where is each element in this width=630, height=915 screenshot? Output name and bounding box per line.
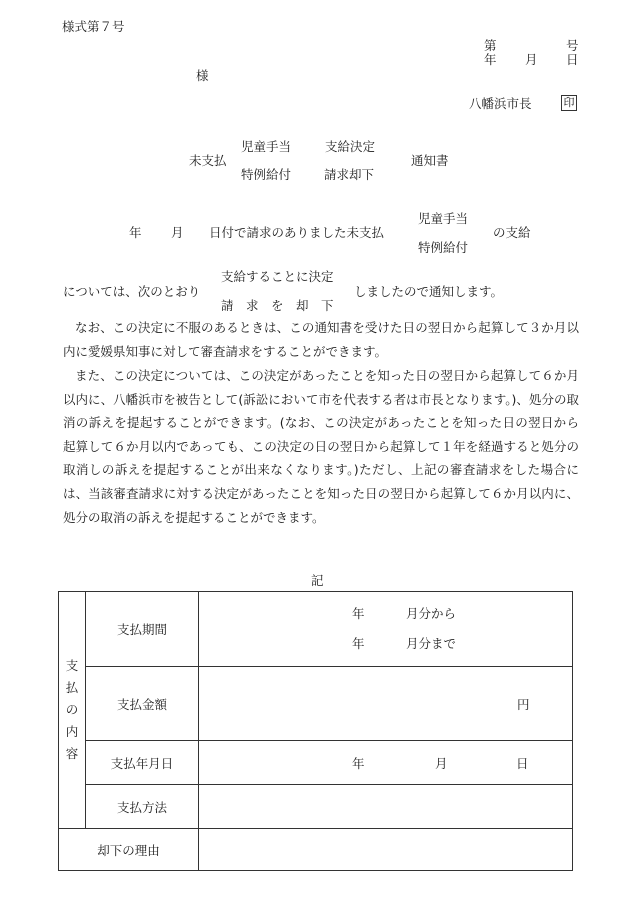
line1-tsuki: 月 xyxy=(171,225,184,240)
payment-method-label: 支払方法 xyxy=(86,785,199,829)
date-tsuki: 月 xyxy=(525,52,538,67)
period-value: 年 月分から 年 月分まで xyxy=(199,592,573,667)
ki-heading: 記 xyxy=(311,573,324,588)
line1-upper: 児童手当 xyxy=(418,211,469,226)
line1-nen: 年 xyxy=(129,225,142,240)
line2-suffix: しましたので通知します。 xyxy=(354,284,504,299)
payment-method-value xyxy=(199,785,573,829)
rejection-reason-value xyxy=(199,829,573,871)
form-number: 様式第７号 xyxy=(62,19,125,34)
seal-mark: 印 xyxy=(561,94,577,111)
line1-lower: 特例給付 xyxy=(418,240,469,255)
title-suffix: 通知書 xyxy=(411,153,449,168)
payment-details-table xyxy=(58,591,573,871)
amount-label: 支払金額 xyxy=(86,667,199,741)
payment-content-group-label: 支 払 の 内 容 xyxy=(59,592,86,829)
rejection-reason-label: 却下の理由 xyxy=(59,829,199,871)
addressee-sama: 様 xyxy=(196,68,209,83)
payment-date-label: 支払年月日 xyxy=(86,741,199,785)
title-prefix: 未支払 xyxy=(189,153,227,168)
line2-lower: 請 求 を 却 下 xyxy=(221,298,334,313)
issuer-name: 八幡浜市長 xyxy=(469,96,532,111)
number-dai: 第 xyxy=(484,38,497,53)
line2-upper: 支給することに決定 xyxy=(221,269,334,284)
title-lower-left: 特例給付 xyxy=(241,167,292,182)
period-label: 支払期間 xyxy=(86,592,199,667)
title-upper-right: 支給決定 xyxy=(325,139,376,154)
date-nen: 年 xyxy=(484,52,497,67)
line2-prefix: については、次のとおり xyxy=(63,284,201,299)
title-upper-left: 児童手当 xyxy=(241,139,292,154)
number-gou: 号 xyxy=(566,38,579,53)
line1-suffix: の支給 xyxy=(493,225,531,240)
lawsuit-paragraph: また、この決定については、この決定があったことを知った日の翌日から起算して６か月以内に、八幡浜市を被告として(訴訟において市を代表する者は市長となります。)、処分の取消の訴えを提起することができます。(なお、この決定があったことを知った日の翌日から起算して６か月以内であっても、この決定の日の翌日から起算して１年を経過すると処分の取消しの訴えを提起することが出来なくなります。)ただし、上記の審査請求をした場合には、当該審査請求に対する決定があったことを知った日の翌日から起算して６か月以内に、処分の取消の訴えを提起することができます。 xyxy=(63,368,579,525)
line1-text: 日付で請求のありました未支払 xyxy=(209,225,385,240)
amount-value: 円 xyxy=(199,667,573,741)
payment-date-value: 年 月 日 xyxy=(199,741,573,785)
date-hi: 日 xyxy=(566,52,579,67)
title-lower-right: 請求却下 xyxy=(324,167,375,182)
appeal-paragraph: なお、この決定に不服のあるときは、この通知書を受けた日の翌日から起算して３か月以内に愛媛県知事に対して審査請求をすることができます。 xyxy=(63,320,579,359)
